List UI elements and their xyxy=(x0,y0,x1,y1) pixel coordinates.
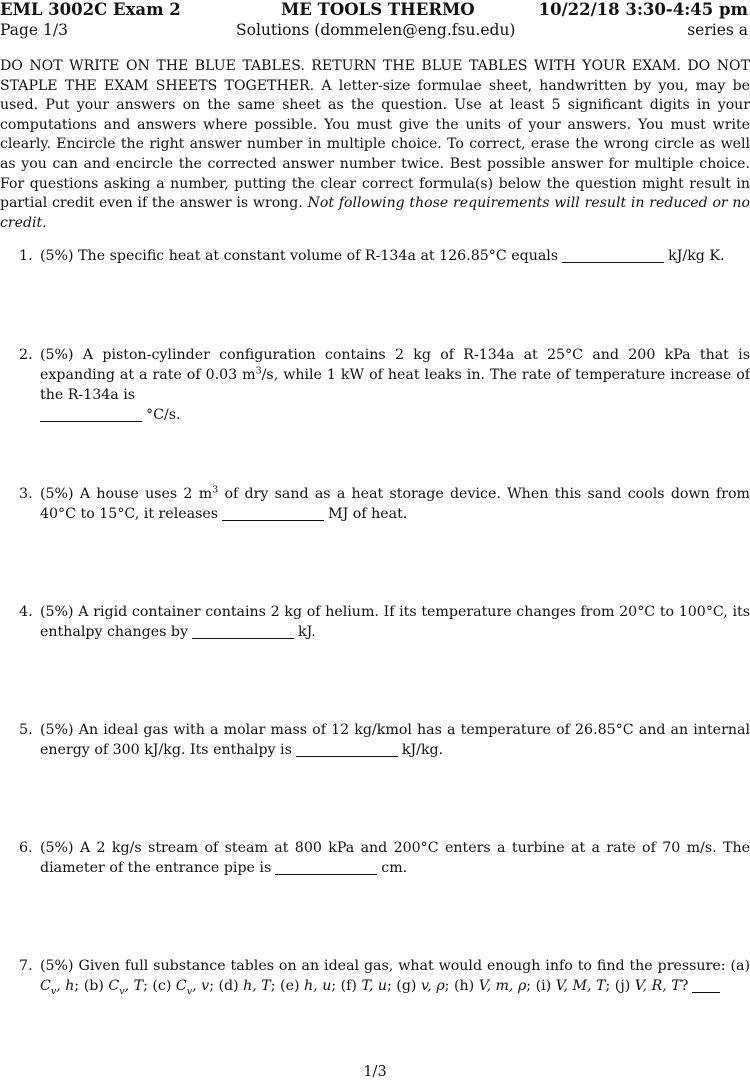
exam-title: ME TOOLS THERMO xyxy=(281,0,475,19)
question-text: (5%) The specific heat at constant volume of R-134a at 126.85°C equals xyxy=(40,248,559,264)
question-body xyxy=(40,484,750,524)
answer-unit: kJ/kg K. xyxy=(668,248,725,264)
instructions-text: DO NOT WRITE ON THE BLUE TABLES. RETURN THE BLUE TABLES WITH YOUR EXAM. DO NOT STAPLE THE EXAM SHEETS TOGETHER. A letter-size formulae sheet, handwritten by you, may be used. Put your answers on the same sheet as the question. Use at least 5 significant digits in your computations and answers where possible. You must give the units of your answers. You must write clearly. Encircle the right answer number in multiple choice. To correct, erase the wrong circle as well as you can and encircle the corrected answer number twice. Best possible answer for multiple choice. For questions asking a number, putting the clear correct formula(s) below the question might result in partial credit even if the answer is wrong. xyxy=(0,58,750,212)
answer-blank[interactable] xyxy=(275,860,377,875)
answer-blank[interactable] xyxy=(692,978,720,993)
question-body xyxy=(40,345,750,425)
answer-unit: kJ. xyxy=(298,624,316,640)
answer-blank[interactable] xyxy=(562,248,664,263)
question-number: 6. xyxy=(19,840,33,856)
instructions-warning: Not following those requirements will result in reduced or no credit. xyxy=(0,195,750,231)
question-number: 2. xyxy=(19,347,33,363)
page-footer: 1/3 xyxy=(363,1064,387,1080)
answer-blank[interactable] xyxy=(296,742,398,757)
question-4 xyxy=(0,602,750,642)
question-body xyxy=(40,838,750,878)
exam-datetime: 10/22/18 3:30-4:45 pm xyxy=(538,0,748,19)
question-text-cont: /s, while 1 kW of heat leaks in. The rate of temperature increase of the R-134a is xyxy=(40,367,750,403)
course-code: EML 3002C Exam 2 xyxy=(0,0,181,19)
question-body: (5%) Given full substance tables on an ideal gas, what would enough info to find the pressure: (a) $C_v$, h; (b) $C_v$, T; (c) $C_v$, v; (d) h, T; (e) h, u; (f) T, u; (g) v, ρ; (h) V, m, ρ; (i) V, M, T; (j) V, R, T? xyxy=(40,958,750,997)
question-body xyxy=(40,246,750,266)
question-text: (5%) A piston-cylinder configuration contains 2 kg of R-134a at 25°C and 200 kPa that is expanding at a rate of 0.03 m xyxy=(40,347,750,383)
question-number: 4. xyxy=(19,604,33,620)
question-text: (5%) A 2 kg/s stream of steam at 800 kPa and 200°C enters a turbine at a rate of 70 m/s. The diameter of the entrance pipe is xyxy=(40,840,750,876)
instructions xyxy=(0,57,750,233)
question-number: 5. xyxy=(19,722,33,738)
question-3 xyxy=(0,484,750,524)
answer-unit: kJ/kg. xyxy=(401,742,444,758)
question-number: 3. xyxy=(19,486,33,502)
question-number: 7. xyxy=(19,958,33,974)
question-text-cont: of dry sand as a heat storage device. When this sand cools down from 40°C to 15°C, it releases xyxy=(40,486,750,522)
superscript: 3 xyxy=(255,365,262,377)
header-row-1 xyxy=(0,0,750,22)
answer-blank[interactable] xyxy=(40,407,142,422)
question-7 xyxy=(0,956,750,996)
question-2 xyxy=(0,345,750,425)
solutions-contact: Solutions (dommelen@eng.fsu.edu) xyxy=(236,21,516,39)
answer-blank[interactable] xyxy=(222,506,324,521)
answer-unit: cm. xyxy=(381,860,408,876)
question-1 xyxy=(0,246,750,266)
answer-unit: °C/s. xyxy=(146,407,181,423)
series-label: series a xyxy=(687,21,748,39)
question-body xyxy=(40,602,750,642)
question-5 xyxy=(0,720,750,760)
question-text: (5%) A house uses 2 m xyxy=(40,486,213,502)
question-text: (5%) An ideal gas with a molar mass of 12 kg/kmol has a temperature of 26.85°C and an internal energy of 300 kJ/kg. Its enthalpy is xyxy=(40,722,750,758)
answer-blank[interactable] xyxy=(192,624,294,639)
superscript: 3 xyxy=(212,484,219,496)
header-row-2 xyxy=(0,20,750,42)
question-number: 1. xyxy=(19,248,33,264)
question-text: (5%) A rigid container contains 2 kg of helium. If its temperature changes from 20°C to 100°C, its enthalpy changes by xyxy=(40,604,750,640)
page-label: Page 1/3 xyxy=(0,21,68,39)
question-text: (5%) Given full substance tables on an ideal gas, what would enough info to find the pressure: xyxy=(40,958,726,974)
question-body xyxy=(40,720,750,760)
question-6 xyxy=(0,838,750,878)
answer-unit: MJ of heat. xyxy=(328,506,408,522)
